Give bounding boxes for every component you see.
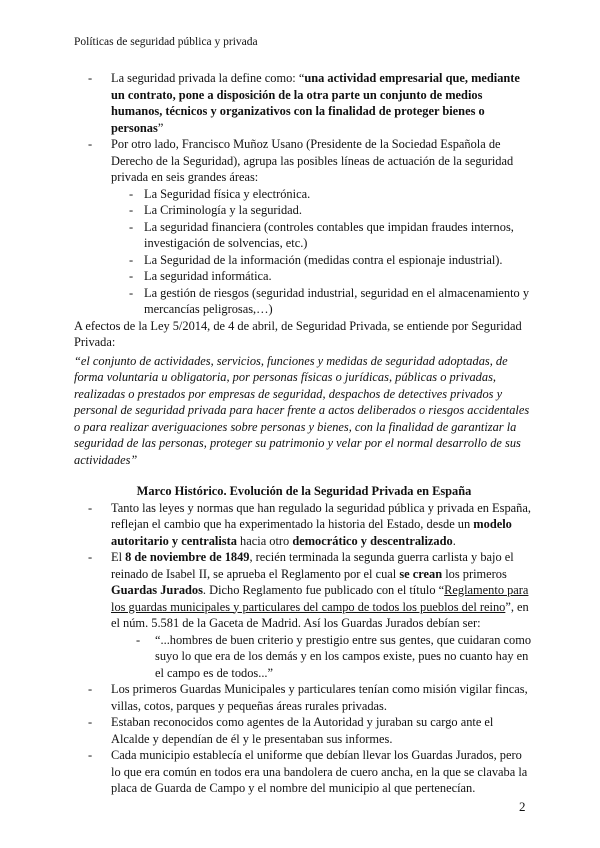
guard-quote-item: - “...hombres de buen criterio y prestigio entre sus gentes, que cuidaran como suyo lo que era de los demás y en los campos existe, pues no cuanto hay en el campo es de todos...” — [74, 632, 534, 682]
text-span: Tanto las leyes y normas que han regulado la seguridad pública y privada en España, reflejan el cambio que ha experimentado la historia del Estado, desde un — [111, 500, 531, 531]
running-header: Políticas de seguridad pública y privada — [74, 36, 258, 48]
page-body — [74, 70, 534, 797]
section-heading: Marco Histórico. Evolución de la Seguridad Privada en España — [136, 484, 472, 498]
area-item: - La Seguridad física y electrónica. — [74, 186, 534, 203]
area-item: - La Seguridad de la información (medidas contra el espionaje industrial). — [74, 252, 534, 269]
history-item — [74, 500, 534, 550]
text-span: , recién terminada la segunda guerra carlista y bajo el reinado de Isabel II, se aprueba el Reglamento por el cual — [111, 550, 514, 581]
text-span: La seguridad privada la define como: “ — [111, 71, 305, 85]
page-number: 2 — [519, 799, 526, 814]
quote-sublist — [74, 632, 534, 682]
bold-definition: una actividad empresarial que, mediante un contrato, pone a disposición de la otra parte un conjunto de medios humanos, técnicos y organizativos con la finalidad de proteger bienes o personas — [111, 71, 520, 135]
text-span: hacia otro — [236, 533, 293, 548]
history-list-continued — [74, 681, 534, 797]
bold-phrase: se crean — [399, 566, 443, 581]
area-item: - La seguridad informática. — [74, 268, 534, 285]
history-item — [74, 549, 534, 632]
bold-phrase: Guardas Jurados — [111, 583, 203, 597]
text-span: ”, en el núm. 5.581 de la Gaceta de Madrid. Así los Guardas Jurados debían ser: — [111, 599, 529, 630]
law-intro-paragraph: A efectos de la Ley 5/2014, de 4 de abril, de Seguridad Privada, se entiende por Seguridad Privada: — [74, 318, 522, 349]
definition-list — [74, 70, 534, 186]
law-quote-paragraph: “el conjunto de actividades, servicios, funciones y medidas de seguridad adoptadas, de forma voluntaria u obligatoria, por personas físicas o jurídicas, públicas o privadas, realizadas o prestados por empresas de seguridad, despachos de detectives privados y personal de seguridad privada para hacer frente a actos deliberados o riesgos accidentales o para realizar averiguaciones sobre personas y bienes, con la finalidad de garantizar la seguridad de las personas, proteger su patrimonio y velar por el normal desarrollo de sus actividades” — [74, 353, 530, 467]
text-span: El — [111, 550, 126, 564]
text-span: ” — [157, 120, 164, 135]
area-item: - La seguridad financiera (controles contables que impidan fraudes internos, investigación de solvencias, etc.) — [74, 219, 534, 252]
area-item: - La gestión de riesgos (seguridad industrial, seguridad en el almacenamiento y mercancías peligrosas,…) — [74, 285, 534, 318]
areas-intro-item: - Por otro lado, Francisco Muñoz Usano (Presidente de la Sociedad Española de Derecho de la Seguridad), agrupa las posibles líneas de actuación de la seguridad privada en seis grandes áreas: — [74, 136, 534, 186]
history-item: - Estaban reconocidos como agentes de la Autoridad y juraban su cargo ante el Alcalde y dependían de él y le presentaban sus informes. — [74, 714, 534, 747]
bold-date: 8 de noviembre de 1849 — [125, 550, 250, 564]
bold-phrase: democrático y descentralizado — [292, 533, 453, 548]
area-item: - La Criminología y la seguridad. — [74, 202, 534, 219]
text-span: . — [452, 533, 456, 548]
areas-list — [74, 186, 534, 318]
history-list — [74, 500, 534, 632]
text-span: . Dicho Reglamento fue publicado con el título “ — [202, 583, 445, 597]
bold-phrase: modelo autoritario y centralista — [111, 517, 512, 548]
history-item: - Los primeros Guardas Municipales y particulares tenían como misión vigilar fincas, villas, cotos, parques y pequeñas áreas rurales privadas. — [74, 681, 534, 714]
definition-item — [74, 70, 534, 136]
history-item: - Cada municipio establecía el uniforme que debían llevar los Guardas Jurados, pero lo que era común en todos era una bandolera de cuero ancha, en la que se clavaba la placa de Guarda de Campo y el nombre del municipio al que pertenecían. — [74, 747, 534, 797]
underlined-title: Reglamento para los guardas municipales y particulares del campo de todos los pueblos del reino — [111, 583, 529, 614]
text-span: los primeros — [442, 566, 507, 581]
